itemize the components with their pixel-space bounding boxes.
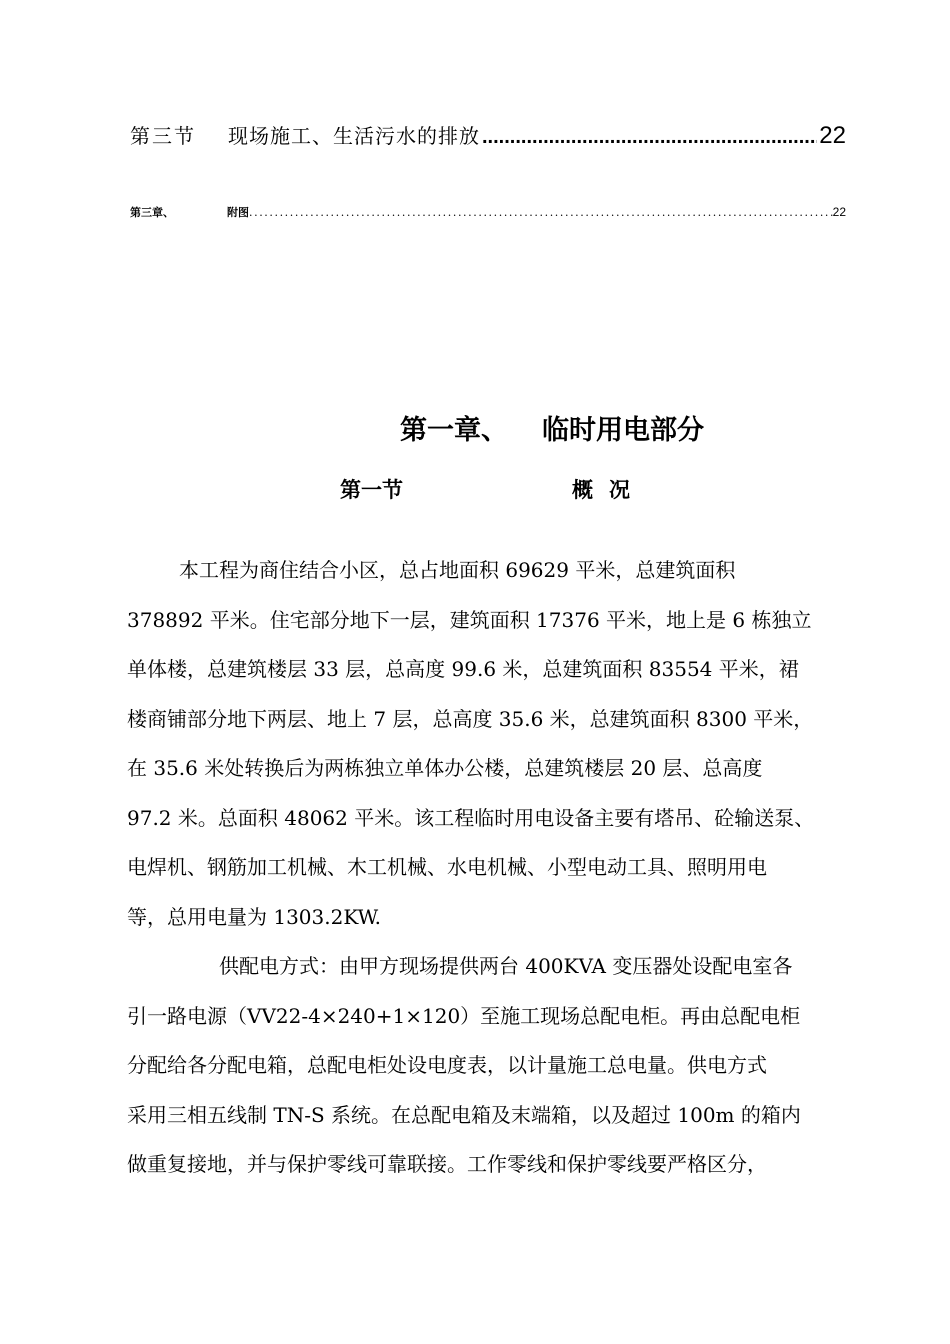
section-number: 第一节 <box>340 478 403 502</box>
paragraph-line: 等，总用电量为 1303.2KW. <box>127 904 381 929</box>
paragraph-line: 在 35.6 米处转换后为两栋独立单体办公楼，总建筑楼层 20 层、总高度 <box>127 756 763 780</box>
paragraph-line: 单体楼，总建筑楼层 33 层，总高度 99.6 米，总建筑面积 83554 平米，裙 <box>127 657 799 681</box>
toc-leader-dots <box>249 206 833 219</box>
toc-entry-chapter-3[interactable] <box>130 204 846 220</box>
paragraph-line: 97.2 米。总面积 48062 平米。该工程临时用电设备主要有塔吊、砼输送泵、 <box>127 805 815 830</box>
toc-leader-dots <box>482 126 817 149</box>
chapter-number: 第一章、 <box>400 415 508 446</box>
paragraph-line: 引一路电源（VV22-4×240+1×120）至施工现场总配电柜。再由总配电柜 <box>127 1003 801 1028</box>
toc-chapter-title: 附图 <box>227 206 249 219</box>
body-text <box>127 546 867 1190</box>
toc-page-number: 22 <box>832 205 846 219</box>
paragraph-line: 采用三相五线制 TN-S 系统。在总配电箱及末端箱，以及超过 100m 的箱内 <box>127 1102 801 1127</box>
toc-section-number: 第三节 <box>130 124 196 148</box>
section-title: 概况 <box>572 478 646 502</box>
paragraph-line: 供配电方式：由甲方现场提供两台 400KVA 变压器处设配电室各 <box>219 954 793 978</box>
paragraph-line: 分配给各分配电箱，总配电柜处设电度表，以计量施工总电量。供电方式 <box>127 1053 767 1077</box>
paragraph-line: 电焊机、钢筋加工机械、木工机械、水电机械、小型电动工具、照明用电 <box>127 855 767 879</box>
paragraph-line: 378892 平米。住宅部分地下一层，建筑面积 17376 平米，地上是 6 栋独立 <box>127 607 812 632</box>
paragraph-line: 做重复接地，并与保护零线可靠联接。工作零线和保护零线要严格区分， <box>127 1152 767 1176</box>
toc-page-number: 22 <box>819 122 846 149</box>
chapter-heading <box>400 408 704 447</box>
paragraph-line: 楼商铺部分地下两层、地上 7 层，总高度 35.6 米，总建筑面积 8300 平米， <box>127 706 814 731</box>
chapter-title: 临时用电部分 <box>542 415 704 446</box>
toc-entry-section-3[interactable] <box>130 120 846 150</box>
paragraph-line: 本工程为商住结合小区，总占地面积 69629 平米，总建筑面积 <box>179 558 736 582</box>
toc-section-title: 现场施工、生活污水的排放 <box>228 124 480 148</box>
toc-chapter-number: 第三章、 <box>130 206 174 219</box>
